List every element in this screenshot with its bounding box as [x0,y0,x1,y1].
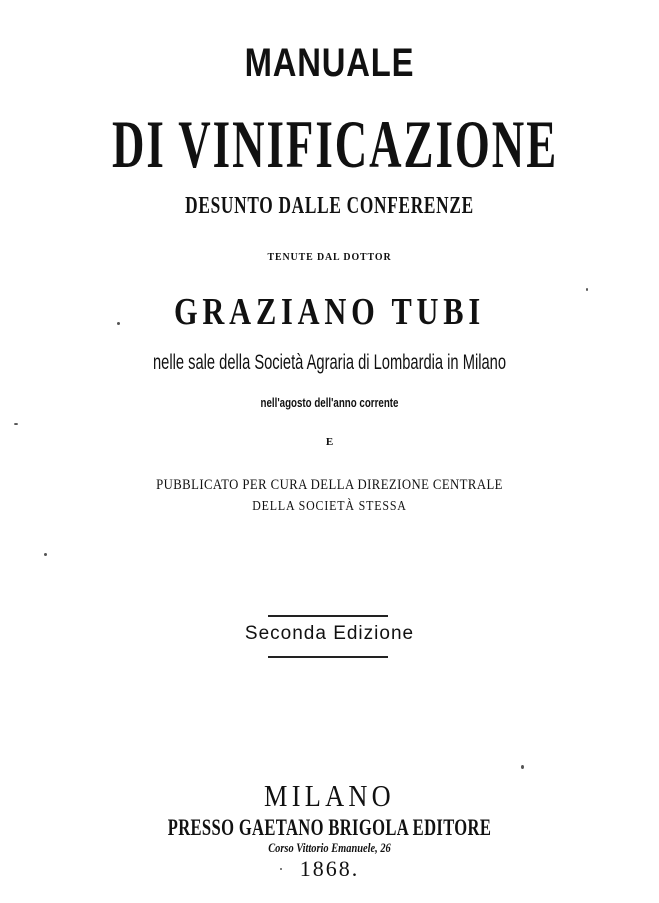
conjunction: E [325,436,334,448]
imprint-address: Corso Vittorio Emanuele, 26 [268,840,391,855]
paper-speck [280,868,282,870]
edition-label: Seconda Edizione [244,623,415,644]
main-title: DI VINIFICAZIONE [112,106,559,182]
date-note: nell'agosto dell'anno corrente [260,395,399,410]
imprint-city: MILANO [264,778,395,813]
imprint-publisher: PRESSO GAETANO BRIGOLA EDITORE [167,815,492,840]
publication-line-2: DELLA SOCIETÀ STESSA [252,499,407,514]
paper-speck [44,553,47,556]
author-name: GRAZIANO TUBI [173,291,485,333]
publication-line-1: PUBBLICATO PER CURA DELLA DIREZIONE CENTRALE [156,477,503,493]
edition-rule-top [268,615,388,617]
venue-line: nelle sale della Società Agraria di Lombardia in Milano [152,351,507,374]
paper-speck [117,322,120,325]
imprint-year: 1868. [299,856,360,881]
tenute-line: TENUTE DAL DOTTOR [267,251,392,263]
subtitle: DESUNTO DALLE CONFERENZE [185,193,474,219]
paper-speck [521,765,524,769]
paper-speck [14,423,18,425]
paper-speck [586,288,588,291]
heading-manuale: MANUALE [244,41,415,85]
edition-rule-bottom [268,656,388,658]
